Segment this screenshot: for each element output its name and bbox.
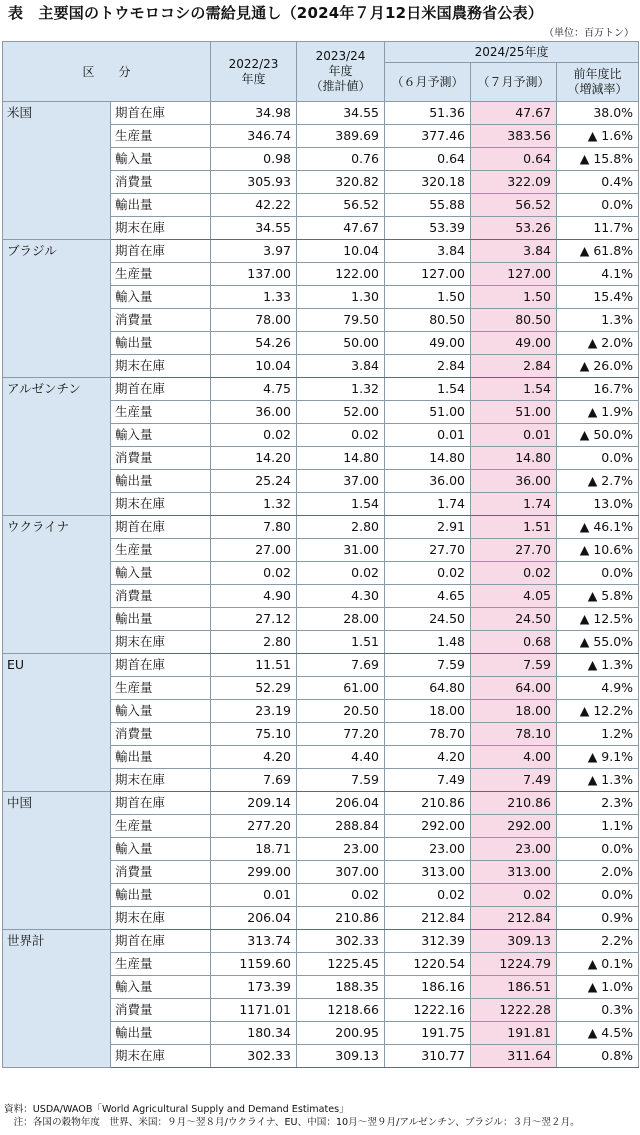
item-label: 輸入量 [111,700,211,723]
item-label: 期末在庫 [111,493,211,516]
value-change: 0.0% [557,194,639,217]
value-2022-23: 78.00 [211,309,297,332]
value-june: 312.39 [385,930,471,953]
value-change: 2.2% [557,930,639,953]
value-2022-23: 27.00 [211,539,297,562]
value-june: 24.50 [385,608,471,631]
value-2023-24: 23.00 [297,838,385,861]
value-2022-23: 346.74 [211,125,297,148]
value-2023-24: 50.00 [297,332,385,355]
value-2022-23: 7.69 [211,769,297,792]
source-note: 資料：USDA/WAOB「World Agricultural Supply and Demand Estimates」 [4,1104,349,1115]
value-2022-23: 34.55 [211,217,297,240]
item-label: 消費量 [111,999,211,1022]
value-change: 0.3% [557,999,639,1022]
table-row [3,378,639,401]
value-2023-24: 288.84 [297,815,385,838]
value-2022-23: 75.10 [211,723,297,746]
value-2022-23: 3.97 [211,240,297,263]
value-2022-23: 299.00 [211,861,297,884]
value-change: ▲ 15.8% [557,148,639,171]
notes [4,1103,638,1129]
value-2022-23: 11.51 [211,654,297,677]
value-june: 1220.54 [385,953,471,976]
country-label: 中国 [3,792,111,930]
value-july: 0.02 [471,884,557,907]
value-2023-24: 210.86 [297,907,385,930]
country-label: ブラジル [3,240,111,378]
item-label: 輸入量 [111,148,211,171]
value-june: 0.02 [385,884,471,907]
value-july: 64.00 [471,677,557,700]
value-2023-24: 1.30 [297,286,385,309]
value-2023-24: 200.95 [297,1022,385,1045]
value-june: 7.59 [385,654,471,677]
value-change: ▲ 55.0% [557,631,639,654]
item-label: 生産量 [111,401,211,424]
value-july: 191.81 [471,1022,557,1045]
value-july: 0.68 [471,631,557,654]
value-change: 16.7% [557,378,639,401]
value-june: 191.75 [385,1022,471,1045]
value-2022-23: 0.02 [211,424,297,447]
value-2023-24: 0.02 [297,424,385,447]
item-label: 輸出量 [111,1022,211,1045]
value-2023-24: 4.30 [297,585,385,608]
value-june: 1.54 [385,378,471,401]
value-2023-24: 52.00 [297,401,385,424]
value-change: ▲ 1.3% [557,769,639,792]
value-june: 3.84 [385,240,471,263]
value-change: ▲ 1.6% [557,125,639,148]
value-change: 0.0% [557,562,639,585]
value-2022-23: 23.19 [211,700,297,723]
unit-label: （単位：百万トン） [544,28,634,39]
value-change: ▲ 26.0% [557,355,639,378]
value-change: ▲ 46.1% [557,516,639,539]
value-2023-24: 4.40 [297,746,385,769]
item-label: 消費量 [111,309,211,332]
value-2023-24: 14.80 [297,447,385,470]
item-label: 期末在庫 [111,907,211,930]
value-change: 4.1% [557,263,639,286]
value-june: 186.16 [385,976,471,999]
header-2024-25-group: 2024/25年度 [385,42,639,63]
value-june: 80.50 [385,309,471,332]
value-july: 210.86 [471,792,557,815]
value-2023-24: 31.00 [297,539,385,562]
value-2023-24: 1218.66 [297,999,385,1022]
value-2023-24: 28.00 [297,608,385,631]
value-july: 53.26 [471,217,557,240]
value-2023-24: 37.00 [297,470,385,493]
value-june: 51.36 [385,102,471,125]
value-2023-24: 77.20 [297,723,385,746]
value-2022-23: 42.22 [211,194,297,217]
value-2022-23: 54.26 [211,332,297,355]
value-2022-23: 313.74 [211,930,297,953]
value-july: 1.51 [471,516,557,539]
value-2022-23: 4.75 [211,378,297,401]
value-2022-23: 1.33 [211,286,297,309]
footnote: 注：各国の穀物年度 世界、米国：９月～翌８月/ウクライナ、EU、中国：10月～翌９月/アルゼンチン、ブラジル：３月～翌２月。 [4,1117,580,1128]
value-change: ▲ 1.9% [557,401,639,424]
value-july: 313.00 [471,861,557,884]
value-2023-24: 1.51 [297,631,385,654]
value-2022-23: 14.20 [211,447,297,470]
value-2023-24: 188.35 [297,976,385,999]
value-july: 27.70 [471,539,557,562]
value-change: ▲ 1.3% [557,654,639,677]
item-label: 期末在庫 [111,1045,211,1068]
value-change: ▲ 50.0% [557,424,639,447]
value-2022-23: 0.98 [211,148,297,171]
value-2022-23: 0.02 [211,562,297,585]
item-label: 輸出量 [111,470,211,493]
value-july: 1.54 [471,378,557,401]
value-2022-23: 2.80 [211,631,297,654]
item-label: 期首在庫 [111,654,211,677]
item-label: 輸入量 [111,286,211,309]
value-2023-24: 56.52 [297,194,385,217]
value-june: 0.02 [385,562,471,585]
value-june: 78.70 [385,723,471,746]
value-change: 38.0% [557,102,639,125]
value-2022-23: 173.39 [211,976,297,999]
value-june: 1222.16 [385,999,471,1022]
value-july: 1224.79 [471,953,557,976]
value-july: 127.00 [471,263,557,286]
value-july: 4.00 [471,746,557,769]
value-2022-23: 206.04 [211,907,297,930]
value-june: 36.00 [385,470,471,493]
value-june: 53.39 [385,217,471,240]
value-change: ▲ 61.8% [557,240,639,263]
item-label: 生産量 [111,539,211,562]
value-change: 0.0% [557,447,639,470]
value-change: ▲ 12.2% [557,700,639,723]
table-row [3,654,639,677]
country-label: 世界計 [3,930,111,1068]
item-label: 期首在庫 [111,378,211,401]
value-july: 2.84 [471,355,557,378]
value-2023-24: 0.02 [297,562,385,585]
value-july: 322.09 [471,171,557,194]
value-july: 1222.28 [471,999,557,1022]
value-july: 4.05 [471,585,557,608]
item-label: 輸出量 [111,194,211,217]
value-june: 4.65 [385,585,471,608]
value-2022-23: 52.29 [211,677,297,700]
value-july: 23.00 [471,838,557,861]
value-june: 2.91 [385,516,471,539]
value-june: 212.84 [385,907,471,930]
header-category: 区 分 [3,42,211,102]
value-2022-23: 36.00 [211,401,297,424]
value-change: 1.3% [557,309,639,332]
value-june: 51.00 [385,401,471,424]
value-july: 80.50 [471,309,557,332]
value-july: 292.00 [471,815,557,838]
value-june: 14.80 [385,447,471,470]
item-label: 期首在庫 [111,792,211,815]
value-change: ▲ 5.8% [557,585,639,608]
item-label: 輸入量 [111,562,211,585]
value-june: 1.48 [385,631,471,654]
value-2023-24: 1.32 [297,378,385,401]
item-label: 生産量 [111,815,211,838]
item-label: 輸入量 [111,976,211,999]
value-july: 49.00 [471,332,557,355]
value-july: 47.67 [471,102,557,125]
value-2022-23: 1.32 [211,493,297,516]
item-label: 生産量 [111,125,211,148]
country-label: 米国 [3,102,111,240]
value-july: 56.52 [471,194,557,217]
table-body [3,102,639,1068]
value-june: 2.84 [385,355,471,378]
value-june: 1.50 [385,286,471,309]
value-change: 1.1% [557,815,639,838]
value-july: 0.02 [471,562,557,585]
value-june: 127.00 [385,263,471,286]
item-label: 消費量 [111,585,211,608]
value-change: ▲ 1.0% [557,976,639,999]
item-label: 期末在庫 [111,769,211,792]
value-change: ▲ 2.0% [557,332,639,355]
value-change: ▲ 0.1% [557,953,639,976]
header-june-forecast: （６月予測） [385,63,471,102]
value-2023-24: 307.00 [297,861,385,884]
value-2022-23: 4.20 [211,746,297,769]
item-label: 消費量 [111,171,211,194]
value-june: 27.70 [385,539,471,562]
value-2023-24: 0.76 [297,148,385,171]
item-label: 輸出量 [111,746,211,769]
value-change: 0.0% [557,884,639,907]
value-june: 49.00 [385,332,471,355]
value-july: 186.51 [471,976,557,999]
value-june: 55.88 [385,194,471,217]
value-2023-24: 122.00 [297,263,385,286]
value-change: 15.4% [557,286,639,309]
value-2022-23: 7.80 [211,516,297,539]
value-july: 14.80 [471,447,557,470]
item-label: 期末在庫 [111,631,211,654]
value-july: 7.49 [471,769,557,792]
item-label: 期首在庫 [111,516,211,539]
supply-demand-table [2,41,639,1068]
value-2022-23: 1159.60 [211,953,297,976]
value-change: 13.0% [557,493,639,516]
value-june: 0.64 [385,148,471,171]
value-july: 1.74 [471,493,557,516]
value-2023-24: 20.50 [297,700,385,723]
item-label: 期首在庫 [111,102,211,125]
value-2022-23: 25.24 [211,470,297,493]
value-july: 36.00 [471,470,557,493]
value-june: 0.01 [385,424,471,447]
value-2023-24: 302.33 [297,930,385,953]
item-label: 消費量 [111,723,211,746]
value-2022-23: 302.33 [211,1045,297,1068]
value-change: ▲ 9.1% [557,746,639,769]
item-label: 消費量 [111,861,211,884]
value-june: 1.74 [385,493,471,516]
value-2022-23: 180.34 [211,1022,297,1045]
value-june: 313.00 [385,861,471,884]
country-label: ウクライナ [3,516,111,654]
value-2023-24: 309.13 [297,1045,385,1068]
value-july: 0.64 [471,148,557,171]
value-change: 0.8% [557,1045,639,1068]
value-july: 383.56 [471,125,557,148]
header-2022-23: 2022/23 年度 [211,42,297,102]
value-2022-23: 27.12 [211,608,297,631]
value-july: 311.64 [471,1045,557,1068]
value-june: 18.00 [385,700,471,723]
item-label: 生産量 [111,953,211,976]
value-2022-23: 34.98 [211,102,297,125]
value-change: 11.7% [557,217,639,240]
value-change: 2.0% [557,861,639,884]
value-june: 292.00 [385,815,471,838]
value-2023-24: 61.00 [297,677,385,700]
value-july: 309.13 [471,930,557,953]
value-july: 212.84 [471,907,557,930]
item-label: 生産量 [111,263,211,286]
value-change: 4.9% [557,677,639,700]
value-2023-24: 47.67 [297,217,385,240]
value-july: 1.50 [471,286,557,309]
item-label: 輸入量 [111,424,211,447]
value-july: 24.50 [471,608,557,631]
table-row [3,516,639,539]
value-july: 78.10 [471,723,557,746]
value-2022-23: 0.01 [211,884,297,907]
item-label: 消費量 [111,447,211,470]
item-label: 輸出量 [111,332,211,355]
table-row [3,102,639,125]
item-label: 輸出量 [111,608,211,631]
value-june: 4.20 [385,746,471,769]
item-label: 期首在庫 [111,930,211,953]
value-2023-24: 3.84 [297,355,385,378]
value-2023-24: 7.69 [297,654,385,677]
value-june: 320.18 [385,171,471,194]
country-label: EU [3,654,111,792]
header-july-forecast: （７月予測） [471,63,557,102]
value-2023-24: 10.04 [297,240,385,263]
table-row [3,930,639,953]
header-2023-24: 2023/24 年度 （推計値） [297,42,385,102]
item-label: 輸出量 [111,884,211,907]
value-2023-24: 389.69 [297,125,385,148]
value-june: 7.49 [385,769,471,792]
value-2023-24: 34.55 [297,102,385,125]
value-2023-24: 206.04 [297,792,385,815]
value-2023-24: 79.50 [297,309,385,332]
value-change: 1.2% [557,723,639,746]
value-july: 7.59 [471,654,557,677]
value-change: 0.0% [557,838,639,861]
value-2022-23: 305.93 [211,171,297,194]
value-june: 64.80 [385,677,471,700]
value-change: ▲ 2.7% [557,470,639,493]
value-change: 0.9% [557,907,639,930]
item-label: 期首在庫 [111,240,211,263]
value-2023-24: 7.59 [297,769,385,792]
value-july: 0.01 [471,424,557,447]
value-june: 310.77 [385,1045,471,1068]
table-row [3,792,639,815]
value-2022-23: 18.71 [211,838,297,861]
value-2022-23: 137.00 [211,263,297,286]
value-2023-24: 2.80 [297,516,385,539]
table-row [3,240,639,263]
value-change: 2.3% [557,792,639,815]
header-yoy-change: 前年度比 （増減率） [557,63,639,102]
value-july: 51.00 [471,401,557,424]
value-2022-23: 4.90 [211,585,297,608]
value-2023-24: 1.54 [297,493,385,516]
item-label: 期末在庫 [111,217,211,240]
value-change: ▲ 10.6% [557,539,639,562]
value-june: 23.00 [385,838,471,861]
value-change: ▲ 4.5% [557,1022,639,1045]
value-change: 0.4% [557,171,639,194]
table-title: 表 主要国のトウモロコシの需給見通し（2024年７月12日米国農務省公表） [8,4,544,22]
value-2023-24: 320.82 [297,171,385,194]
value-july: 18.00 [471,700,557,723]
country-label: アルゼンチン [3,378,111,516]
item-label: 期末在庫 [111,355,211,378]
item-label: 輸入量 [111,838,211,861]
value-2023-24: 0.02 [297,884,385,907]
value-2022-23: 10.04 [211,355,297,378]
value-change: ▲ 12.5% [557,608,639,631]
value-2023-24: 1225.45 [297,953,385,976]
value-june: 210.86 [385,792,471,815]
value-june: 377.46 [385,125,471,148]
item-label: 生産量 [111,677,211,700]
value-2022-23: 277.20 [211,815,297,838]
value-july: 3.84 [471,240,557,263]
value-2022-23: 209.14 [211,792,297,815]
value-2022-23: 1171.01 [211,999,297,1022]
